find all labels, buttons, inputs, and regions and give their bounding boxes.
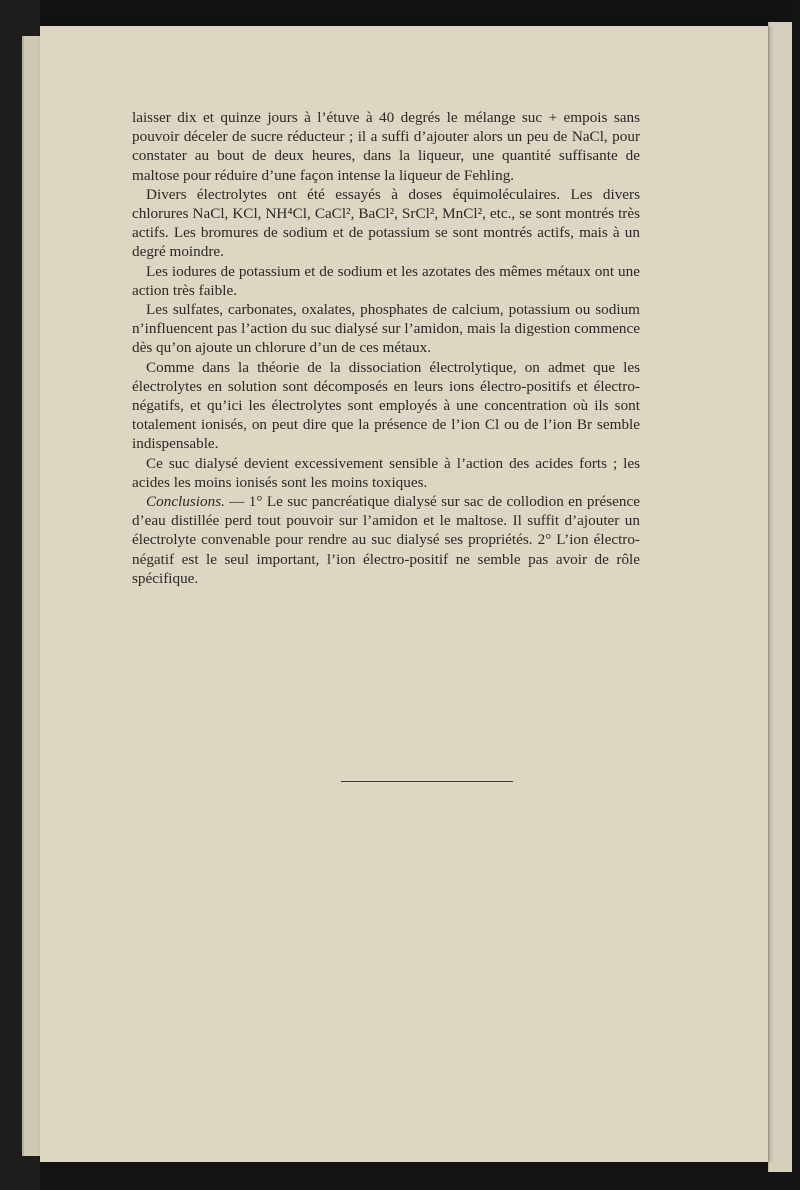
- paragraph-4: Les sulfates, carbonates, oxalates, phosphates de calcium, potassium ou sodium n’influencent pas l’action du suc dialysé sur l’amidon, mais la digestion commence dès qu’on ajoute un chlorure d’un de ces métaux.: [132, 301, 640, 357]
- paragraph-5: Comme dans la théorie de la dissociation électrolytique, on admet que les électrolytes en solution sont décomposés en leurs ions électro-positifs et électro-négatifs, et qu’ici les électrolytes sont employés à une concentration où ils sont totalement ionisés, on peut dire que la présence de l’ion Cl ou de l’ion Br semble indispensable.: [132, 358, 640, 453]
- paragraph-2: Divers électrolytes ont été essayés à doses équimoléculaires. Les divers chlorures NaCl, KCl, NH⁴Cl, CaCl², BaCl², SrCl², MnCl², etc., se sont montrés très actifs. Les bromures de sodium et de potassium se sont montrés actifs, mais à un degré moindre.: [132, 185, 640, 261]
- section-rule: [341, 781, 513, 782]
- paragraph-3: Les iodures de potassium et de sodium et les azotates des mêmes métaux ont une action très faible.: [132, 262, 640, 299]
- conclusions-label: Conclusions.: [146, 493, 225, 511]
- scan-background-right: [792, 0, 800, 1190]
- paragraph-6: Ce suc dialysé devient excessivement sensible à l’action des acides forts ; les acides les moins ionisés sont les moins toxiques.: [132, 454, 640, 491]
- scan-background-top: [0, 0, 800, 26]
- paragraph-1: laisser dix et quinze jours à l’étuve à 40 degrés le mélange suc + empois sans pouvoir déceler de sucre réducteur ; il a suffi d’ajouter alors un peu de NaCl, pour constater au bout de deux heures, dans la liqueur, une quantité suffisante de maltose pour réduire d’une façon intense la liqueur de Fehling.: [132, 109, 640, 184]
- conclusions-paragraph: [132, 492, 640, 588]
- conclusions-text: — 1° Le suc pancréatique dialysé sur sac de collodion en présence d’eau distillée perd tout pouvoir sur l’amidon et le maltose. Il suffit d’ajouter un électrolyte convenable pour rendre au suc dialysé ses propriétés. 2° L’ion électro-négatif est le seul important, l’ion électro-positif ne semble pas avoir de rôle spécifique.: [132, 493, 640, 587]
- body-text: [132, 108, 640, 588]
